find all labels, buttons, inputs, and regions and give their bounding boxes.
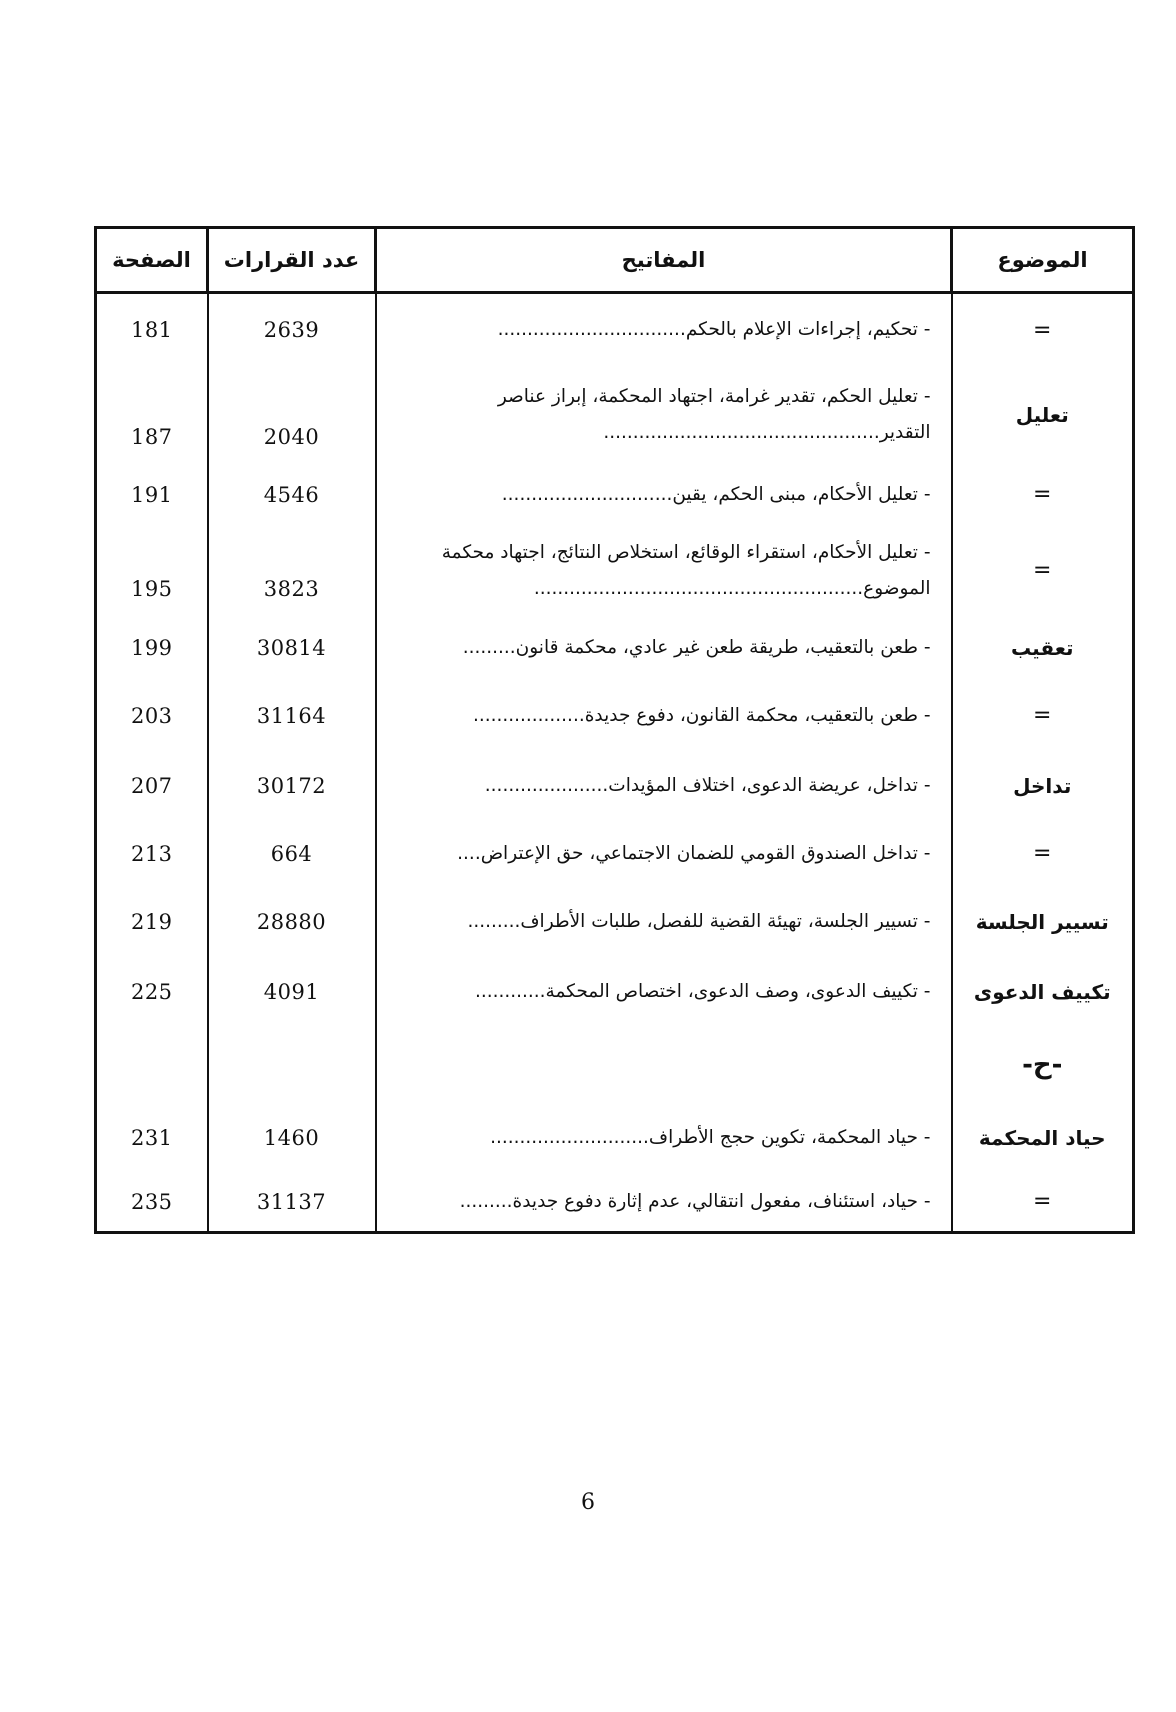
cell-keywords (376, 1103, 952, 1173)
cell-keywords (376, 887, 952, 957)
cell-keywords (376, 821, 952, 887)
keyword-line: - تسيير الجلسة، تهيئة القضية للفصل، طلبات الأطراف......... (467, 910, 931, 932)
section-letter: -ح- (952, 1027, 1134, 1103)
cell-topic: = (952, 821, 1134, 887)
cell-keywords (376, 463, 952, 527)
table-row (96, 293, 1134, 367)
keyword-line: - تكييف الدعوى، وصف الدعوى، اختصاص المحكمة............ (474, 980, 931, 1002)
table-row (96, 463, 1134, 527)
cell-page: 231 (96, 1103, 208, 1173)
cell-topic: تداخل (952, 751, 1134, 821)
header-count: عدد القرارات (208, 228, 376, 293)
keyword-line: - طعن بالتعقيب، محكمة القانون، دفوع جديدة................... (472, 704, 931, 726)
table-body (96, 293, 1134, 1233)
header-keywords: المفاتيح (376, 228, 952, 293)
cell-page: 225 (96, 957, 208, 1027)
cell-page: 203 (96, 681, 208, 751)
cell-keywords (376, 1027, 952, 1103)
table-row (96, 1103, 1134, 1173)
cell-page: 235 (96, 1173, 208, 1233)
table-row (96, 887, 1134, 957)
cell-page: 199 (96, 615, 208, 681)
page-number: 6 (581, 1490, 595, 1515)
keyword-line: - تعليل الأحكام، مبنى الحكم، يقين............................. (501, 483, 931, 505)
keyword-line: - تعليل الحكم، تقدير غرامة، اجتهاد المحكمة، إبراز عناصر (497, 385, 931, 407)
cell-page: 207 (96, 751, 208, 821)
cell-count: 30814 (208, 615, 376, 681)
cell-page: 213 (96, 821, 208, 887)
cell-page: 195 (96, 527, 208, 615)
cell-page: 191 (96, 463, 208, 527)
cell-count: 1460 (208, 1103, 376, 1173)
cell-count: 3823 (208, 527, 376, 615)
cell-count: 4546 (208, 463, 376, 527)
cell-count: 30172 (208, 751, 376, 821)
cell-keywords (376, 957, 952, 1027)
cell-count (208, 1027, 376, 1103)
table-row (96, 527, 1134, 615)
table-row (96, 957, 1134, 1027)
header-topic: الموضوع (952, 228, 1134, 293)
cell-count: 664 (208, 821, 376, 887)
cell-topic: حياد المحكمة (952, 1103, 1134, 1173)
keyword-line: - تداخل الصندوق القومي للضمان الاجتماعي، حق الإعتراض.... (457, 842, 931, 864)
table-row (96, 1027, 1134, 1103)
cell-keywords (376, 751, 952, 821)
cell-topic: تعليل (952, 367, 1134, 463)
table-row (96, 1173, 1134, 1233)
table-row (96, 681, 1134, 751)
header-row (96, 228, 1134, 293)
cell-keywords (376, 367, 952, 463)
cell-topic: تعقيب (952, 615, 1134, 681)
keyword-line: - طعن بالتعقيب، طريقة طعن غير عادي، محكمة قانون......... (462, 636, 931, 658)
cell-topic: = (952, 293, 1134, 367)
cell-page: 219 (96, 887, 208, 957)
keyword-line: - حياد المحكمة، تكوين حجج الأطراف........................... (490, 1126, 931, 1148)
table-row (96, 367, 1134, 463)
cell-topic: = (952, 1173, 1134, 1233)
cell-topic: تكييف الدعوى (952, 957, 1134, 1027)
table-row (96, 615, 1134, 681)
cell-keywords (376, 615, 952, 681)
keyword-line: - تعليل الأحكام، استقراء الوقائع، استخلاص النتائج، اجتهاد محكمة (441, 541, 931, 563)
keyword-line: الموضوع........................................................ (533, 577, 931, 599)
keyword-line: - تحكيم، إجراءات الإعلام بالحكم................................ (497, 319, 931, 341)
keyword-line: - حياد، استئناف، مفعول انتقالي، عدم إثارة دفوع جديدة......... (459, 1190, 931, 1212)
cell-count: 31164 (208, 681, 376, 751)
cell-page: 181 (96, 293, 208, 367)
cell-count: 28880 (208, 887, 376, 957)
cell-topic: = (952, 681, 1134, 751)
cell-topic: = (952, 463, 1134, 527)
header-page: الصفحة (96, 228, 208, 293)
cell-page: 187 (96, 367, 208, 463)
cell-count: 31137 (208, 1173, 376, 1233)
cell-count: 4091 (208, 957, 376, 1027)
keyword-line: - تداخل، عريضة الدعوى، اختلاف المؤيدات..................... (484, 774, 931, 796)
table-row (96, 821, 1134, 887)
cell-keywords (376, 527, 952, 615)
cell-topic: = (952, 527, 1134, 615)
index-table (94, 226, 1135, 1234)
cell-keywords (376, 293, 952, 367)
cell-topic: تسيير الجلسة (952, 887, 1134, 957)
keyword-line: التقدير............................................... (603, 421, 931, 443)
cell-count: 2040 (208, 367, 376, 463)
cell-keywords (376, 1173, 952, 1233)
cell-page (96, 1027, 208, 1103)
table-row (96, 751, 1134, 821)
cell-keywords (376, 681, 952, 751)
cell-count: 2639 (208, 293, 376, 367)
